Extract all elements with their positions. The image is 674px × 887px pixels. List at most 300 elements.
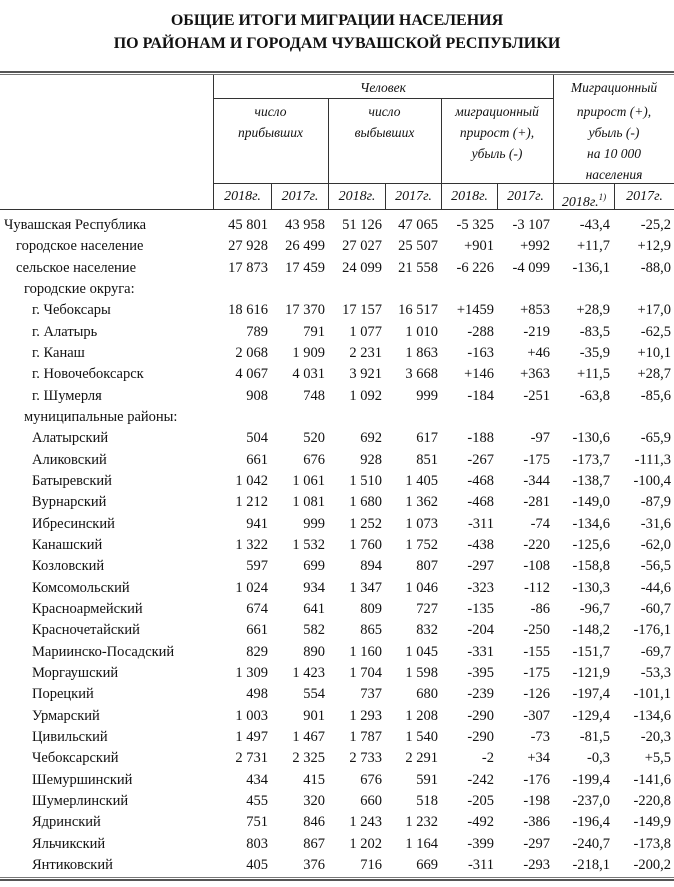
cell-value: 1 787 bbox=[349, 728, 382, 745]
cell-value: 1 042 bbox=[235, 472, 268, 489]
cell-value: -3 107 bbox=[512, 217, 550, 233]
cell-value: +28,9 bbox=[576, 302, 610, 319]
cell-value: 1 046 bbox=[405, 579, 438, 596]
cell-value: -323 bbox=[467, 579, 494, 596]
row-label: Красноармейский bbox=[32, 600, 143, 617]
table-row bbox=[0, 407, 674, 428]
cell-value: 865 bbox=[360, 622, 382, 639]
row-label: Шумерлинский bbox=[32, 792, 129, 809]
cell-value: 727 bbox=[416, 600, 438, 617]
cell-value: 669 bbox=[416, 856, 438, 873]
cell-value: 27 027 bbox=[342, 238, 382, 255]
table-row bbox=[0, 428, 674, 449]
cell-value: 1 293 bbox=[349, 707, 382, 724]
cell-value: -148,2 bbox=[572, 622, 610, 639]
table-row bbox=[0, 663, 674, 684]
cell-value: +46 bbox=[527, 344, 550, 361]
table-row bbox=[0, 855, 674, 876]
cell-value: +5,5 bbox=[644, 750, 671, 767]
table-row bbox=[0, 514, 674, 535]
cell-value: -438 bbox=[467, 536, 494, 553]
table-row bbox=[0, 236, 674, 257]
cell-value: -151,7 bbox=[572, 643, 610, 660]
cell-value: -399 bbox=[467, 835, 494, 852]
cell-value: 434 bbox=[246, 771, 268, 788]
cell-value: 1 510 bbox=[349, 472, 382, 489]
cell-value: 1 024 bbox=[235, 579, 268, 596]
cell-value: +11,7 bbox=[576, 238, 610, 255]
cell-value: 1 497 bbox=[235, 728, 268, 745]
header-rate-title: Миграционный bbox=[570, 80, 658, 95]
cell-value: -111,3 bbox=[634, 451, 671, 468]
cell-value: -200,2 bbox=[633, 856, 671, 873]
table-row bbox=[0, 791, 674, 812]
row-label: Козловский bbox=[32, 558, 105, 575]
cell-value: +10,1 bbox=[637, 344, 671, 361]
cell-value: -386 bbox=[523, 814, 550, 831]
cell-value: -97 bbox=[530, 430, 550, 447]
cell-value: -344 bbox=[523, 472, 550, 489]
cell-value: +901 bbox=[464, 238, 494, 255]
table-row bbox=[0, 748, 674, 769]
table-row bbox=[0, 706, 674, 727]
cell-value: -62,0 bbox=[640, 536, 671, 553]
cell-value: -204 bbox=[467, 622, 494, 639]
cell-value: +17,0 bbox=[637, 302, 671, 319]
cell-value: 320 bbox=[303, 792, 325, 809]
table-row bbox=[0, 279, 674, 300]
cell-value: 1 202 bbox=[349, 835, 382, 852]
row-label: муниципальные районы: bbox=[24, 408, 178, 425]
table-top-rule bbox=[0, 71, 674, 73]
table-row bbox=[0, 727, 674, 748]
table-row bbox=[0, 556, 674, 577]
cell-value: 2 231 bbox=[349, 344, 382, 361]
row-label: Вурнарский bbox=[32, 494, 107, 511]
row-label: Янтиковский bbox=[32, 856, 113, 873]
cell-value: -20,3 bbox=[640, 728, 671, 745]
cell-value: -297 bbox=[467, 558, 494, 575]
cell-value: -242 bbox=[467, 771, 494, 788]
cell-value: 934 bbox=[303, 579, 325, 596]
year-header: 2017г. bbox=[281, 189, 319, 204]
cell-value: -56,5 bbox=[640, 558, 671, 575]
row-label: г. Чебоксары bbox=[32, 302, 111, 319]
cell-value: -88,0 bbox=[640, 259, 671, 276]
cell-value: +12,9 bbox=[637, 238, 671, 255]
table-row bbox=[0, 684, 674, 705]
cell-value: -44,6 bbox=[640, 579, 671, 596]
cell-value: 676 bbox=[303, 451, 325, 468]
cell-value: -73 bbox=[530, 728, 550, 745]
row-label: Ибресинский bbox=[32, 515, 115, 532]
year-header: 2017г. bbox=[395, 189, 432, 204]
header-departed: число выбывших bbox=[354, 104, 415, 140]
cell-value: -175 bbox=[523, 451, 550, 468]
cell-value: 692 bbox=[360, 430, 382, 447]
cell-value: -149,0 bbox=[572, 494, 610, 511]
cell-value: 1 760 bbox=[349, 536, 382, 553]
cell-value: 591 bbox=[416, 771, 438, 788]
cell-value: 674 bbox=[246, 600, 268, 617]
cell-value: 1 077 bbox=[349, 323, 382, 340]
cell-value: -267 bbox=[467, 451, 494, 468]
cell-value: 928 bbox=[360, 451, 382, 468]
table-bottom-rule bbox=[0, 877, 674, 878]
cell-value: 890 bbox=[303, 643, 325, 660]
cell-value: -251 bbox=[523, 387, 550, 404]
cell-value: 660 bbox=[360, 792, 382, 809]
cell-value: -35,9 bbox=[579, 344, 610, 361]
cell-value: 597 bbox=[246, 558, 268, 575]
cell-value: 554 bbox=[303, 686, 325, 703]
row-label: Чебоксарский bbox=[32, 750, 119, 767]
cell-value: -297 bbox=[523, 835, 550, 852]
cell-value: -173,7 bbox=[572, 451, 610, 468]
cell-value: +853 bbox=[520, 302, 550, 319]
row-label: Комсомольский bbox=[32, 579, 130, 596]
cell-value: -158,8 bbox=[572, 558, 610, 575]
header-rule-persons bbox=[213, 98, 553, 99]
cell-value: 25 507 bbox=[398, 238, 438, 255]
row-label: г. Новочебоксарск bbox=[32, 366, 144, 383]
cell-value: -86 bbox=[530, 600, 550, 617]
cell-value: 832 bbox=[416, 622, 438, 639]
table-row bbox=[0, 471, 674, 492]
cell-value: 2 325 bbox=[292, 750, 325, 767]
cell-value: -163 bbox=[467, 344, 494, 361]
table-row bbox=[0, 258, 674, 279]
cell-value: 680 bbox=[416, 686, 438, 703]
cell-value: 1 160 bbox=[349, 643, 382, 660]
cell-value: -101,1 bbox=[633, 686, 671, 703]
cell-value: 1 061 bbox=[292, 472, 325, 489]
table-row bbox=[0, 300, 674, 321]
cell-value: -281 bbox=[523, 494, 550, 511]
cell-value: 1 362 bbox=[405, 494, 438, 511]
cell-value: 26 499 bbox=[285, 238, 325, 255]
cell-value: 908 bbox=[246, 387, 268, 404]
cell-value: 999 bbox=[303, 515, 325, 532]
cell-value: 809 bbox=[360, 600, 382, 617]
cell-value: -6 226 bbox=[456, 259, 494, 276]
header-arrived: число прибывших bbox=[238, 104, 303, 140]
cell-value: 1 540 bbox=[405, 728, 438, 745]
cell-value: -138,7 bbox=[572, 472, 610, 489]
table-row bbox=[0, 343, 674, 364]
cell-value: -239 bbox=[467, 686, 494, 703]
table-row bbox=[0, 364, 674, 385]
cell-value: 24 099 bbox=[342, 259, 382, 276]
cell-value: -134,6 bbox=[633, 707, 671, 724]
cell-value: 661 bbox=[246, 451, 268, 468]
cell-value: -331 bbox=[467, 643, 494, 660]
cell-value: 1 322 bbox=[235, 536, 268, 553]
cell-value: 676 bbox=[360, 771, 382, 788]
cell-value: -188 bbox=[467, 430, 494, 447]
row-label: Урмарский bbox=[32, 707, 100, 724]
cell-value: 17 873 bbox=[228, 259, 268, 276]
cell-value: 1 081 bbox=[292, 494, 325, 511]
row-label: Цивильский bbox=[32, 728, 108, 745]
cell-value: -121,9 bbox=[572, 664, 610, 681]
year-header: 2017г. bbox=[507, 189, 544, 204]
cell-value: -198 bbox=[523, 792, 550, 809]
cell-value: -220 bbox=[523, 536, 550, 553]
cell-value: 1 598 bbox=[405, 664, 438, 681]
cell-value: -25,2 bbox=[640, 217, 671, 233]
cell-value: 1 003 bbox=[235, 707, 268, 724]
cell-value: 4 031 bbox=[292, 366, 325, 383]
cell-value: 737 bbox=[360, 686, 382, 703]
cell-value: -307 bbox=[523, 707, 550, 724]
cell-value: -468 bbox=[467, 472, 494, 489]
cell-value: 803 bbox=[246, 835, 268, 852]
cell-value: 1 208 bbox=[405, 707, 438, 724]
cell-value: 520 bbox=[303, 430, 325, 447]
header-net-migration: миграционный прирост (+), убыль (-) bbox=[455, 104, 539, 161]
cell-value: -395 bbox=[467, 664, 494, 681]
table-row bbox=[0, 492, 674, 513]
cell-value: +992 bbox=[520, 238, 550, 255]
row-label: Шемуршинский bbox=[32, 771, 133, 788]
cell-value: -31,6 bbox=[640, 515, 671, 532]
cell-value: -250 bbox=[523, 622, 550, 639]
cell-value: -468 bbox=[467, 494, 494, 511]
cell-value: 43 958 bbox=[285, 217, 325, 233]
cell-value: 807 bbox=[416, 558, 438, 575]
cell-value: 1 092 bbox=[349, 387, 382, 404]
cell-value: -240,7 bbox=[572, 835, 610, 852]
cell-value: 999 bbox=[416, 387, 438, 404]
cell-value: 1 010 bbox=[405, 323, 438, 340]
cell-value: -155 bbox=[523, 643, 550, 660]
cell-value: -53,3 bbox=[640, 664, 671, 681]
cell-value: -2 bbox=[481, 750, 494, 767]
cell-value: 791 bbox=[303, 323, 325, 340]
cell-value: 1 232 bbox=[405, 814, 438, 831]
cell-value: 1 467 bbox=[292, 728, 325, 745]
footnote-mark: 1) bbox=[598, 192, 607, 202]
cell-value: -83,5 bbox=[579, 323, 610, 340]
cell-value: -205 bbox=[467, 792, 494, 809]
table-row bbox=[0, 578, 674, 599]
cell-value: 1 252 bbox=[349, 515, 382, 532]
cell-value: 1 680 bbox=[349, 494, 382, 511]
cell-value: -130,3 bbox=[572, 579, 610, 596]
table-row bbox=[0, 834, 674, 855]
row-label: г. Шумерля bbox=[32, 387, 102, 404]
cell-value: 1 405 bbox=[405, 472, 438, 489]
cell-value: 1 909 bbox=[292, 344, 325, 361]
cell-value: 405 bbox=[246, 856, 268, 873]
cell-value: -112 bbox=[523, 579, 550, 596]
cell-value: 45 801 bbox=[228, 217, 268, 233]
table-row bbox=[0, 599, 674, 620]
cell-value: -74 bbox=[530, 515, 550, 532]
row-label: Чувашская Республика bbox=[4, 217, 147, 233]
cell-value: 1 863 bbox=[405, 344, 438, 361]
cell-value: 4 067 bbox=[235, 366, 268, 383]
row-label: г. Алатырь bbox=[32, 323, 98, 340]
cell-value: -4 099 bbox=[512, 259, 550, 276]
cell-value: 867 bbox=[303, 835, 325, 852]
row-label: Канашский bbox=[32, 536, 103, 553]
cell-value: 376 bbox=[303, 856, 325, 873]
table-row bbox=[0, 642, 674, 663]
cell-value: -288 bbox=[467, 323, 494, 340]
cell-value: -311 bbox=[467, 856, 494, 873]
row-label: городское население bbox=[16, 238, 144, 255]
year-header: 2018г. bbox=[224, 189, 261, 204]
cell-value: -176,1 bbox=[633, 622, 671, 639]
cell-value: 455 bbox=[246, 792, 268, 809]
table-row bbox=[0, 215, 674, 236]
cell-value: -290 bbox=[467, 707, 494, 724]
cell-value: 1 045 bbox=[405, 643, 438, 660]
cell-value: 641 bbox=[303, 600, 325, 617]
cell-value: 16 517 bbox=[398, 302, 438, 319]
row-label: Ядринский bbox=[32, 814, 101, 831]
cell-value: 1 532 bbox=[292, 536, 325, 553]
cell-value: 51 126 bbox=[342, 217, 382, 233]
cell-value: -136,1 bbox=[572, 259, 610, 276]
table-row bbox=[0, 386, 674, 407]
cell-value: +146 bbox=[464, 366, 494, 383]
cell-value: -176 bbox=[523, 771, 550, 788]
cell-value: 17 459 bbox=[285, 259, 325, 276]
cell-value: -184 bbox=[467, 387, 494, 404]
cell-value: -220,8 bbox=[633, 792, 671, 809]
cell-value: -237,0 bbox=[572, 792, 610, 809]
cell-value: -96,7 bbox=[579, 600, 610, 617]
cell-value: -65,9 bbox=[640, 430, 671, 447]
cell-value: 851 bbox=[416, 451, 438, 468]
cell-value: -85,6 bbox=[640, 387, 671, 404]
cell-value: -199,4 bbox=[572, 771, 610, 788]
cell-value: -63,8 bbox=[579, 387, 610, 404]
row-label: Красночетайский bbox=[32, 622, 140, 639]
cell-value: +34 bbox=[527, 750, 550, 767]
cell-value: 1 164 bbox=[405, 835, 438, 852]
cell-value: 1 309 bbox=[235, 664, 268, 681]
table-row bbox=[0, 535, 674, 556]
table-top-rule-inner bbox=[0, 74, 674, 75]
row-label: сельское население bbox=[16, 259, 137, 276]
cell-value: -219 bbox=[523, 323, 550, 340]
cell-value: 2 733 bbox=[349, 750, 382, 767]
cell-value: 17 157 bbox=[342, 302, 382, 319]
cell-value: -197,4 bbox=[572, 686, 610, 703]
cell-value: -196,4 bbox=[572, 814, 610, 831]
cell-value: 1 752 bbox=[405, 536, 438, 553]
cell-value: -62,5 bbox=[640, 323, 671, 340]
cell-value: 1 423 bbox=[292, 664, 325, 681]
year-header: 2018г. bbox=[451, 189, 488, 204]
cell-value: +1459 bbox=[456, 302, 494, 319]
cell-value: 3 668 bbox=[405, 366, 438, 383]
row-label: Мариинско-Посадский bbox=[32, 643, 175, 660]
row-label: Яльчикский bbox=[32, 835, 106, 852]
cell-value: -175 bbox=[523, 664, 550, 681]
cell-value: 3 921 bbox=[349, 366, 382, 383]
row-label: Моргаушский bbox=[32, 664, 119, 681]
cell-value: -290 bbox=[467, 728, 494, 745]
cell-value: 498 bbox=[246, 686, 268, 703]
cell-value: +363 bbox=[520, 366, 550, 383]
cell-value: -87,9 bbox=[640, 494, 671, 511]
cell-value: 617 bbox=[416, 430, 438, 447]
cell-value: -60,7 bbox=[640, 600, 671, 617]
cell-value: 846 bbox=[303, 814, 325, 831]
cell-value: 901 bbox=[303, 707, 325, 724]
cell-value: 518 bbox=[416, 792, 438, 809]
cell-value: 2 731 bbox=[235, 750, 268, 767]
title-line-2: ПО РАЙОНАМ И ГОРОДАМ ЧУВАШСКОЙ РЕСПУБЛИКИ bbox=[113, 35, 561, 52]
table-row bbox=[0, 770, 674, 791]
cell-value: 21 558 bbox=[398, 259, 438, 276]
cell-value: 751 bbox=[246, 814, 268, 831]
row-label: Батыревский bbox=[32, 472, 112, 489]
cell-value: -126 bbox=[523, 686, 550, 703]
cell-value: -100,4 bbox=[633, 472, 671, 489]
cell-value: 1 243 bbox=[349, 814, 382, 831]
cell-value: -130,6 bbox=[572, 430, 610, 447]
cell-value: -149,9 bbox=[633, 814, 671, 831]
cell-value: 27 928 bbox=[228, 238, 268, 255]
cell-value: 789 bbox=[246, 323, 268, 340]
row-label: городские округа: bbox=[24, 280, 135, 297]
cell-value: +11,5 bbox=[576, 366, 610, 383]
cell-value: -69,7 bbox=[640, 643, 671, 660]
row-label: Алатырский bbox=[32, 430, 109, 447]
cell-value: 941 bbox=[246, 515, 268, 532]
cell-value: 18 616 bbox=[228, 302, 268, 319]
cell-value: -293 bbox=[523, 856, 550, 873]
row-label: Аликовский bbox=[32, 451, 107, 468]
cell-value: 47 065 bbox=[398, 217, 438, 233]
table-row bbox=[0, 322, 674, 343]
cell-value: 1 212 bbox=[235, 494, 268, 511]
table-row bbox=[0, 812, 674, 833]
cell-value: 1 073 bbox=[405, 515, 438, 532]
cell-value: 504 bbox=[246, 430, 268, 447]
cell-value: -134,6 bbox=[572, 515, 610, 532]
table-bottom-rule-outer bbox=[0, 879, 674, 881]
year-header: 2017г. bbox=[626, 189, 663, 204]
cell-value: -311 bbox=[467, 515, 494, 532]
cell-value: -108 bbox=[523, 558, 550, 575]
cell-value: 1 704 bbox=[349, 664, 382, 681]
cell-value: 716 bbox=[360, 856, 382, 873]
row-label: г. Канаш bbox=[32, 344, 85, 361]
cell-value: 582 bbox=[303, 622, 325, 639]
header-persons: Человек bbox=[360, 80, 406, 95]
row-label: Порецкий bbox=[32, 686, 94, 703]
cell-value: -43,4 bbox=[579, 217, 610, 233]
cell-value: -173,8 bbox=[633, 835, 671, 852]
cell-value: 829 bbox=[246, 643, 268, 660]
cell-value: -125,6 bbox=[572, 536, 610, 553]
cell-value: -129,4 bbox=[572, 707, 610, 724]
header-rate-per-10000: прирост (+), убыль (-) на 10 000 населения bbox=[576, 104, 652, 182]
title-line-1: ОБЩИЕ ИТОГИ МИГРАЦИИ НАСЕЛЕНИЯ bbox=[170, 12, 504, 29]
cell-value: 2 068 bbox=[235, 344, 268, 361]
cell-value: 17 370 bbox=[285, 302, 325, 319]
cell-value: 661 bbox=[246, 622, 268, 639]
cell-value: -492 bbox=[467, 814, 494, 831]
cell-value: -141,6 bbox=[633, 771, 671, 788]
